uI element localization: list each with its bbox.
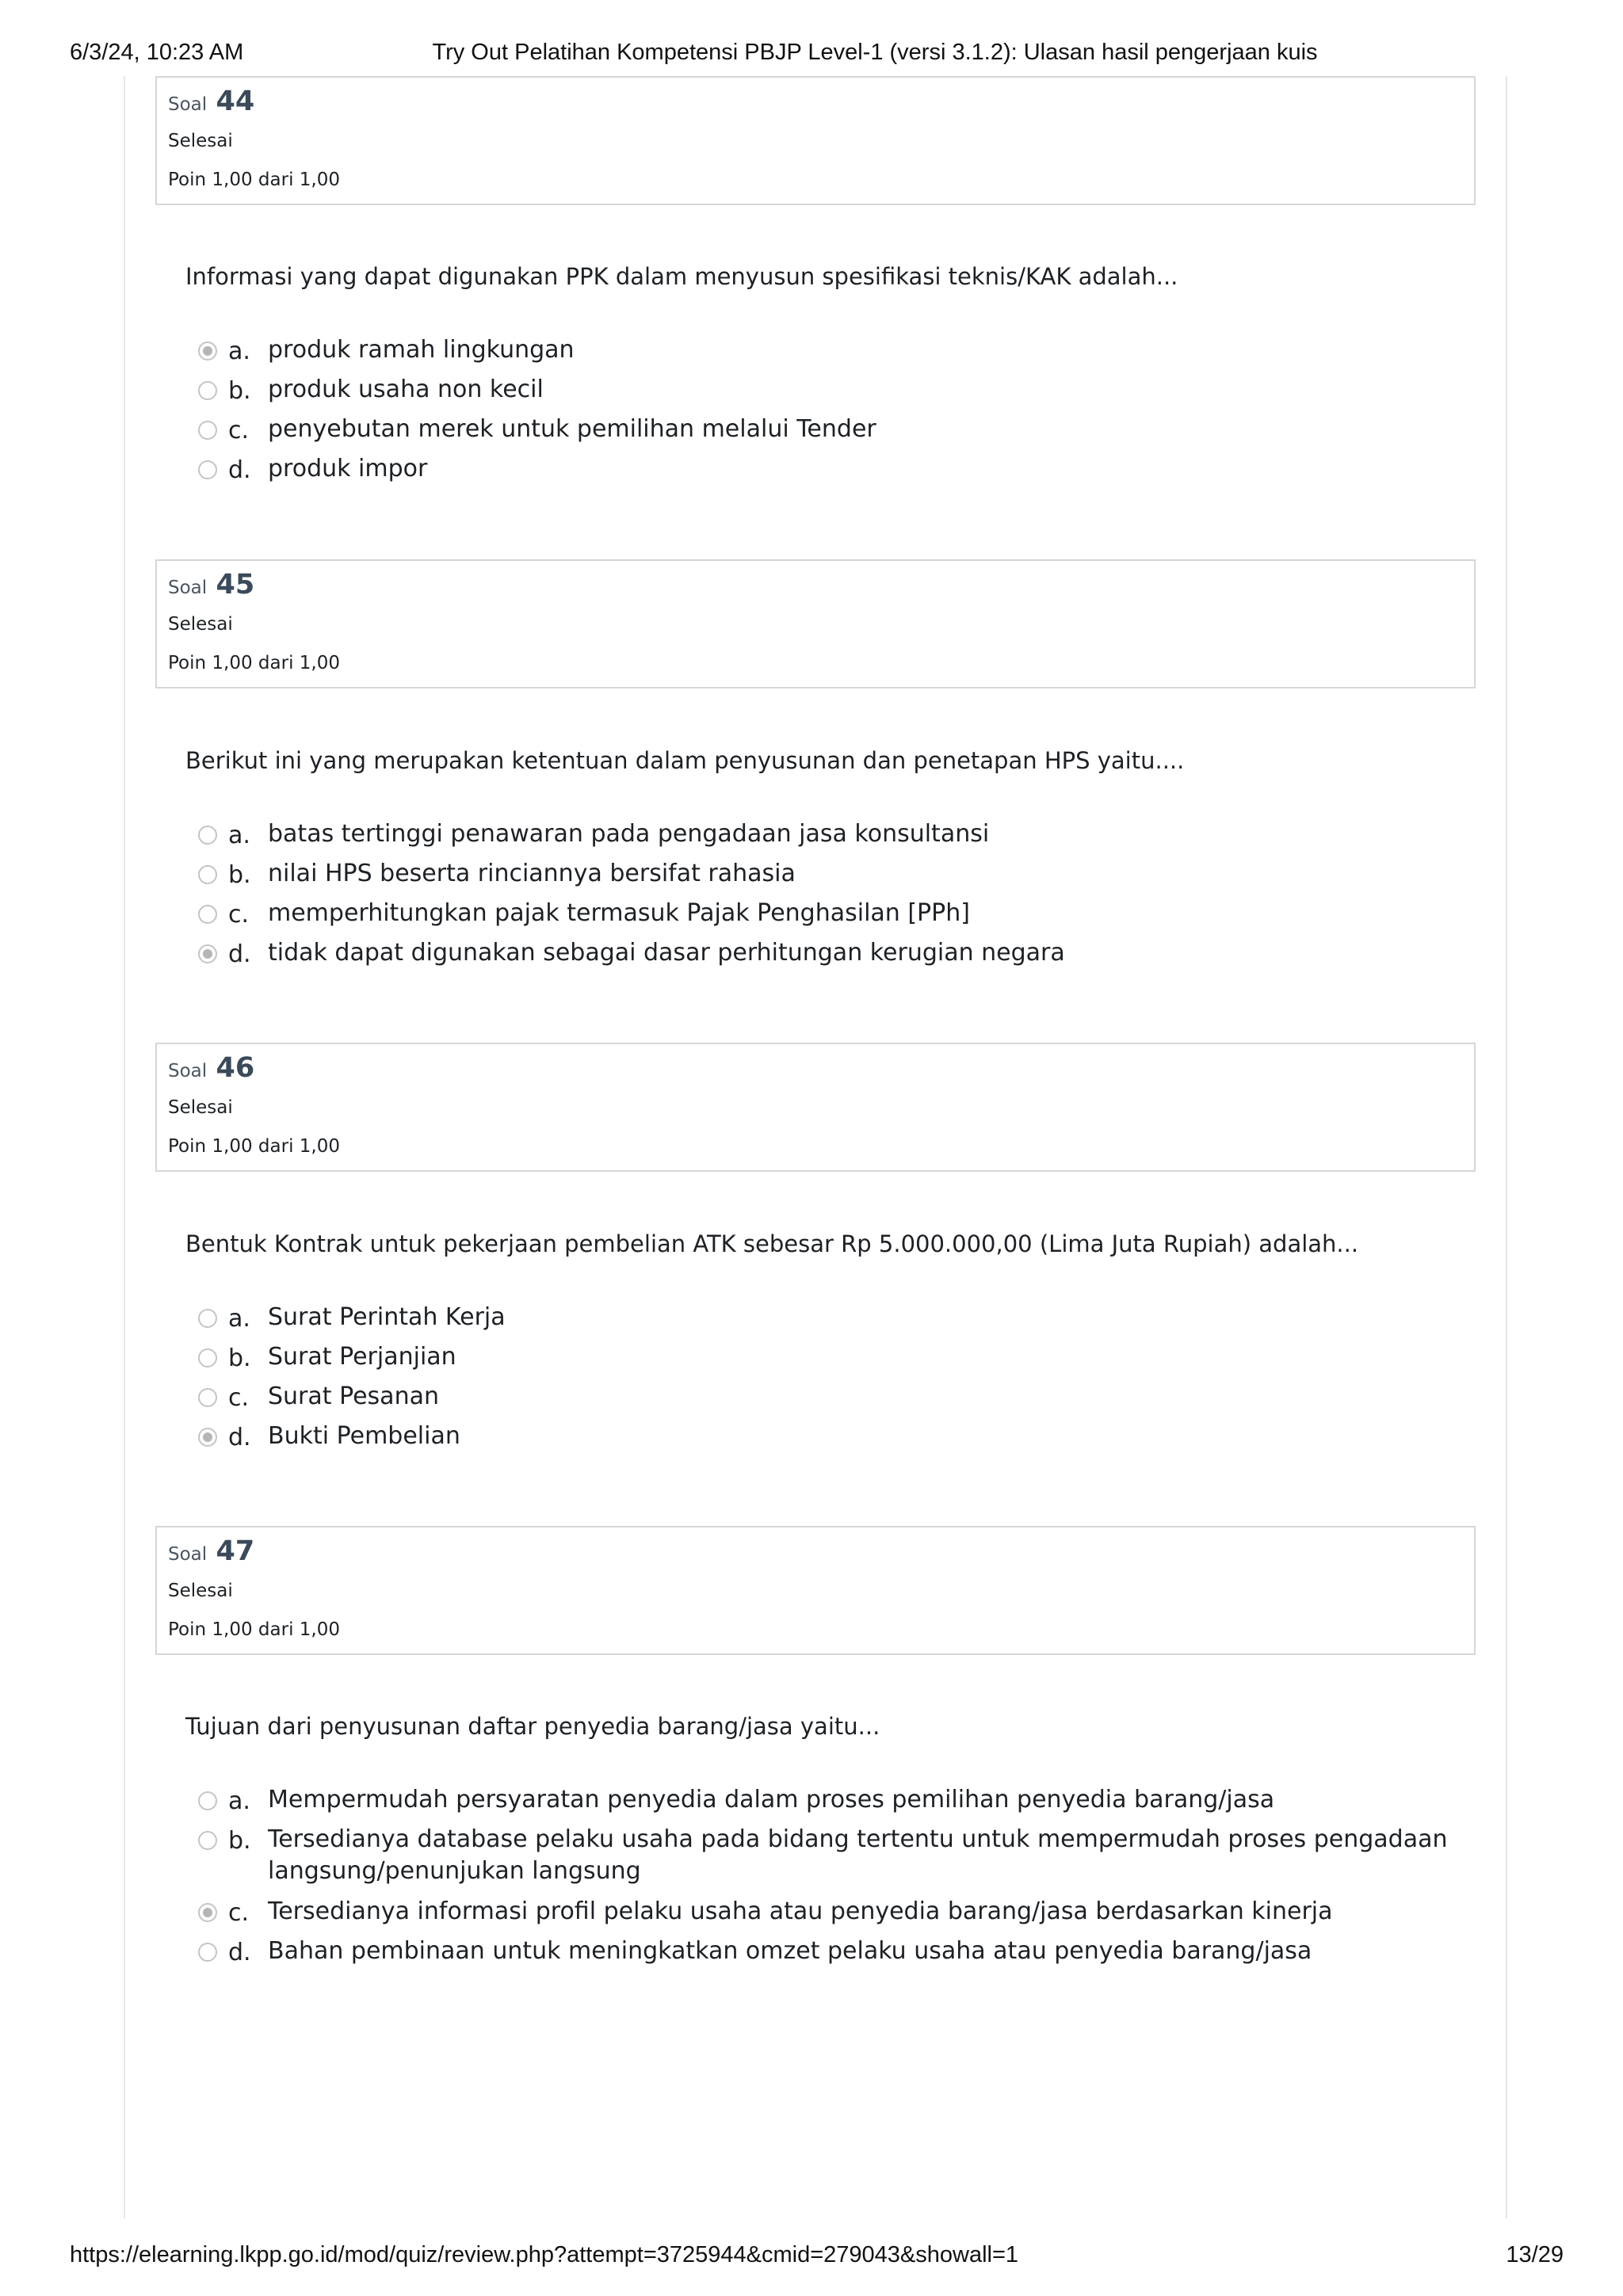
radio-icon[interactable]: [198, 460, 217, 479]
answer-option-a[interactable]: [198, 822, 1466, 861]
answer-text: nilai HPS beserta rinciannya bersifat rahasia: [268, 860, 796, 887]
answer-list: [198, 1305, 1466, 1463]
question-info: [155, 1526, 1476, 1655]
print-header: [0, 0, 1623, 79]
answer-option-b[interactable]: [198, 1344, 1466, 1384]
answer-text: batas tertinggi penawaran pada pengadaan jasa konsultansi: [268, 820, 990, 848]
question-number-value: 47: [216, 1535, 255, 1567]
question-label: Soal: [168, 1544, 208, 1565]
page-number: 13/29: [1506, 2242, 1564, 2267]
page-title: Try Out Pelatihan Kompetensi PBJP Level-1 (versi 3.1.2): Ulasan hasil pengerjaan kuis: [432, 40, 1318, 65]
answer-letter: c.: [228, 417, 250, 444]
answer-text: Tersedianya informasi profil pelaku usaha atau penyedia barang/jasa berdasarkan kinerja: [268, 1897, 1333, 1925]
question-number: [168, 1535, 254, 1567]
answer-letter: c.: [228, 1899, 250, 1927]
radio-icon[interactable]: [198, 1943, 217, 1962]
question-number: [168, 1052, 254, 1084]
question-state: Selesai: [168, 1097, 233, 1118]
radio-selected-icon[interactable]: [198, 944, 217, 963]
radio-icon[interactable]: [198, 905, 217, 924]
answer-option-c[interactable]: [198, 901, 1466, 940]
question-info: [155, 76, 1476, 205]
answer-letter: b.: [228, 861, 251, 889]
answer-option-d[interactable]: [198, 456, 1466, 496]
question-state: Selesai: [168, 131, 233, 151]
radio-icon[interactable]: [198, 421, 217, 440]
radio-icon[interactable]: [198, 1348, 217, 1367]
answer-option-d[interactable]: [198, 1939, 1466, 1978]
question-grade: Poin 1,00 dari 1,00: [168, 170, 340, 190]
question-grade: Poin 1,00 dari 1,00: [168, 1136, 340, 1157]
radio-selected-icon[interactable]: [198, 341, 217, 360]
answer-text: tidak dapat digunakan sebagai dasar perhitungan kerugian negara: [268, 939, 1065, 967]
radio-icon[interactable]: [198, 1791, 217, 1810]
answer-option-a[interactable]: [198, 1305, 1466, 1344]
answer-option-b[interactable]: [198, 861, 1466, 901]
question-number: [168, 86, 254, 117]
answer-option-a[interactable]: [198, 1787, 1466, 1827]
answer-text: Bahan pembinaan untuk meningkatkan omzet pelaku usaha atau penyedia barang/jasa: [268, 1937, 1312, 1965]
radio-icon[interactable]: [198, 865, 217, 884]
radio-selected-icon[interactable]: [198, 1428, 217, 1447]
print-date: 6/3/24, 10:23 AM: [70, 40, 244, 65]
answer-text: produk impor: [268, 455, 428, 482]
question-info: [155, 1043, 1476, 1172]
answer-letter: c.: [228, 901, 250, 929]
print-footer: [0, 2242, 1623, 2290]
radio-icon[interactable]: [198, 1388, 217, 1407]
answer-text: memperhitungkan pajak termasuk Pajak Penghasilan [PPh]: [268, 899, 970, 927]
answer-text: Surat Perjanjian: [268, 1343, 456, 1371]
answer-letter: d.: [228, 1424, 251, 1451]
answer-letter: b.: [228, 1827, 251, 1855]
question-grade: Poin 1,00 dari 1,00: [168, 653, 340, 673]
question-45: [155, 559, 1476, 1003]
answer-option-c[interactable]: [198, 417, 1466, 456]
question-grade: Poin 1,00 dari 1,00: [168, 1619, 340, 1640]
answer-text: produk ramah lingkungan: [268, 336, 575, 364]
question-text: Tujuan dari penyusunan daftar penyedia barang/jasa yaitu...: [185, 1713, 880, 1740]
answer-list: [198, 822, 1466, 980]
answer-letter: d.: [228, 1939, 251, 1966]
radio-icon[interactable]: [198, 381, 217, 400]
answer-letter: a.: [228, 1787, 250, 1815]
answer-option-b[interactable]: [198, 1827, 1466, 1899]
answer-letter: a.: [228, 822, 250, 849]
question-state: Selesai: [168, 1581, 233, 1601]
answer-letter: b.: [228, 377, 251, 405]
radio-icon[interactable]: [198, 1831, 217, 1850]
answer-text: Surat Perintah Kerja: [268, 1303, 506, 1331]
question-text: Bentuk Kontrak untuk pekerjaan pembelian ATK sebesar Rp 5.000.000,00 (Lima Juta Rupiah) adalah...: [185, 1230, 1359, 1257]
page-url: https://elearning.lkpp.go.id/mod/quiz/review.php?attempt=3725944&cmid=279043&showall=1: [70, 2242, 1019, 2267]
answer-letter: d.: [228, 456, 251, 484]
question-info: [155, 559, 1476, 688]
question-label: Soal: [168, 578, 208, 598]
answer-option-c[interactable]: [198, 1384, 1466, 1424]
answer-text: Surat Pesanan: [268, 1383, 439, 1410]
radio-selected-icon[interactable]: [198, 1903, 217, 1922]
question-44: [155, 76, 1476, 520]
answer-list: [198, 338, 1466, 496]
answer-list: [198, 1787, 1466, 1978]
answer-letter: b.: [228, 1344, 251, 1372]
question-number-value: 44: [216, 86, 255, 117]
question-label: Soal: [168, 94, 208, 115]
answer-option-d[interactable]: [198, 1424, 1466, 1463]
question-number-value: 45: [216, 569, 255, 601]
question-number-value: 46: [216, 1052, 255, 1084]
answer-option-c[interactable]: [198, 1899, 1466, 1939]
answer-letter: a.: [228, 1305, 250, 1333]
question-46: [155, 1043, 1476, 1486]
answer-text: Bukti Pembelian: [268, 1422, 460, 1450]
answer-option-a[interactable]: [198, 338, 1466, 377]
question-state: Selesai: [168, 614, 233, 635]
answer-text: penyebutan merek untuk pemilihan melalui Tender: [268, 415, 876, 443]
answer-letter: d.: [228, 940, 251, 968]
answer-option-b[interactable]: [198, 377, 1466, 417]
question-47: [155, 1526, 1476, 2033]
answer-letter: c.: [228, 1384, 250, 1412]
question-text: Informasi yang dapat digunakan PPK dalam menyusun spesifikasi teknis/KAK adalah...: [185, 263, 1178, 290]
question-label: Soal: [168, 1061, 208, 1081]
question-text: Berikut ini yang merupakan ketentuan dalam penyusunan dan penetapan HPS yaitu....: [185, 747, 1185, 774]
answer-letter: a.: [228, 338, 250, 365]
answer-text: Mempermudah persyaratan penyedia dalam proses pemilihan penyedia barang/jasa: [268, 1786, 1275, 1814]
answer-text: produk usaha non kecil: [268, 376, 544, 403]
answer-option-d[interactable]: [198, 940, 1466, 980]
answer-text: Tersedianya database pelaku usaha pada bidang tertentu untuk mempermudah proses pengadaan langsung/penunjukan langsung: [268, 1825, 1448, 1885]
question-number: [168, 569, 254, 601]
radio-icon[interactable]: [198, 1309, 217, 1328]
radio-icon[interactable]: [198, 826, 217, 845]
